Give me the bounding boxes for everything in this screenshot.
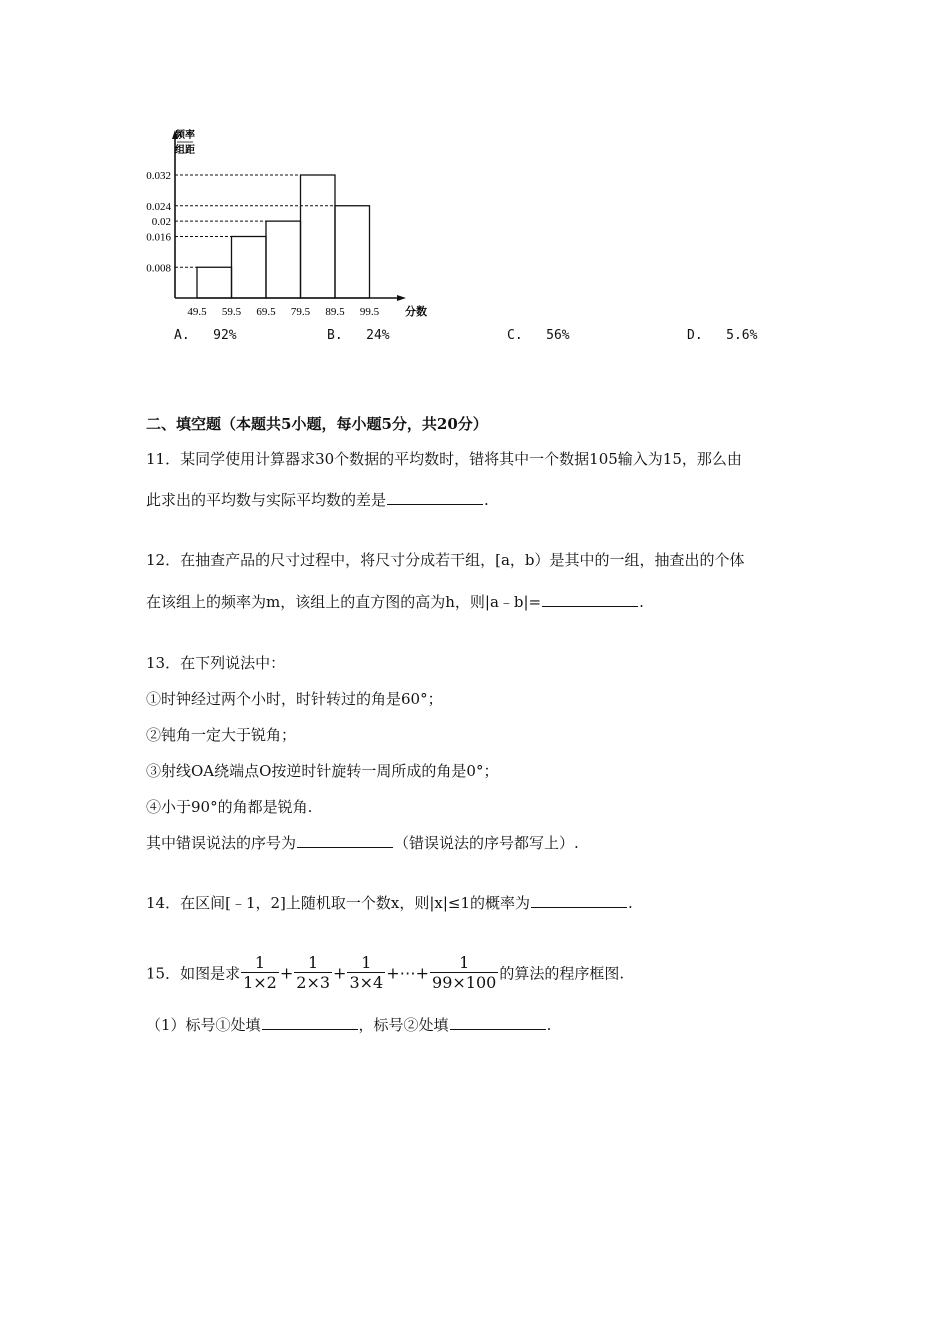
q15-sub-mid: ，标号②处填 bbox=[358, 1016, 449, 1034]
fraction-3 bbox=[347, 954, 385, 993]
q15-post: 的算法的程序框图. bbox=[499, 964, 625, 983]
q14-answer-blank[interactable] bbox=[531, 893, 627, 908]
y-tick-label-4: 0.016 bbox=[146, 231, 171, 244]
plus-1: + bbox=[279, 963, 294, 983]
x-tick-label-2: 59.5 bbox=[221, 306, 242, 318]
y-tick-label-1: 0.032 bbox=[146, 170, 171, 182]
choice-b-text: 24% bbox=[366, 328, 390, 343]
q11-end: . bbox=[484, 491, 489, 509]
fraction-2-num: 1 bbox=[294, 954, 332, 973]
q13-ask-post: （错误说法的序号都写上）. bbox=[394, 834, 579, 852]
histogram-bar-1 bbox=[197, 267, 232, 298]
choice-a-letter: A. bbox=[174, 328, 190, 343]
fraction-2 bbox=[294, 954, 332, 993]
q13-item-4: ④小于90°的角都是锐角. bbox=[146, 798, 313, 816]
fraction-4 bbox=[430, 954, 498, 993]
choice-d-letter: D. bbox=[687, 328, 703, 343]
q13-item-2: ②钝角一定大于锐角； bbox=[146, 726, 297, 744]
x-tick-label-4: 79.5 bbox=[290, 306, 311, 318]
choice-c-letter: C. bbox=[507, 328, 523, 343]
x-axis-arrow bbox=[397, 295, 406, 301]
histogram-axes bbox=[172, 130, 406, 301]
q11-line1: 11．某同学使用计算器求30个数据的平均数时，错将其中一个数据105输入为15，那么由 bbox=[146, 450, 742, 468]
q12-line2 bbox=[146, 592, 644, 612]
x-tick-label-3: 69.5 bbox=[256, 306, 276, 318]
choice-b-letter: B. bbox=[327, 328, 343, 343]
q11-line2 bbox=[146, 490, 489, 510]
q15-blank-1[interactable] bbox=[262, 1015, 358, 1030]
histogram-guides bbox=[175, 175, 335, 267]
q15-pre: 15．如图是求 bbox=[146, 964, 241, 983]
ellipsis-operator: +⋯+ bbox=[386, 963, 430, 983]
histogram-bar-2 bbox=[232, 237, 267, 299]
x-tick-label-6: 99.5 bbox=[359, 306, 380, 318]
q15-sub-end: . bbox=[546, 1016, 552, 1034]
choice-a bbox=[174, 328, 237, 343]
choice-b bbox=[327, 328, 390, 343]
fraction-2-den: 2×3 bbox=[296, 973, 331, 992]
q14-end: . bbox=[628, 894, 633, 912]
q11-answer-blank[interactable] bbox=[387, 490, 483, 505]
y-tick-label-3: 0.02 bbox=[151, 216, 171, 229]
q14-line bbox=[146, 893, 633, 913]
fraction-4-den: 99×100 bbox=[432, 973, 497, 992]
q13-ask bbox=[146, 833, 579, 853]
fraction-1-den: 1×2 bbox=[243, 973, 277, 992]
q15-blank-2[interactable] bbox=[450, 1015, 546, 1030]
histogram-bar-5 bbox=[335, 206, 370, 298]
x-tick-labels bbox=[187, 306, 379, 318]
q12-text: 在该组上的频率为m，该组上的直方图的高为h，则|a﹣b|= bbox=[146, 593, 542, 611]
x-axis-label: 分数 bbox=[405, 306, 427, 318]
x-tick-label-1: 49.5 bbox=[187, 306, 207, 318]
q15-sub1 bbox=[146, 1015, 551, 1035]
fraction-1 bbox=[241, 954, 279, 993]
q13-item-1: ①时钟经过两个小时，时针转过的角是60°； bbox=[146, 690, 443, 708]
choice-d-text: 5.6% bbox=[726, 328, 758, 343]
y-label-top: 频率 bbox=[175, 130, 195, 141]
fraction-3-den: 3×4 bbox=[349, 973, 384, 992]
y-tick-labels bbox=[146, 170, 171, 274]
fraction-4-num: 1 bbox=[430, 954, 498, 973]
y-tick-label-5: 0.008 bbox=[146, 262, 171, 275]
q13-answer-blank[interactable] bbox=[297, 833, 393, 848]
choice-c-text: 56% bbox=[546, 328, 570, 343]
q12-line1: 12．在抽查产品的尺寸过程中，将尺寸分成若干组，[a，b）是其中的一组，抽查出的个体 bbox=[146, 551, 745, 569]
y-tick-label-2: 0.024 bbox=[146, 200, 171, 213]
q12-answer-blank[interactable] bbox=[542, 592, 638, 607]
q13-ask-pre: 其中错误说法的序号为 bbox=[146, 834, 297, 852]
q11-text: 此求出的平均数与实际平均数的差是 bbox=[146, 491, 387, 509]
fraction-3-num: 1 bbox=[347, 954, 385, 973]
choice-c bbox=[507, 328, 570, 343]
q15-sub-pre: （1）标号①处填 bbox=[146, 1016, 261, 1034]
histogram-bar-4 bbox=[301, 175, 336, 298]
q12-end: . bbox=[639, 593, 644, 611]
q14-text: 14．在区间[﹣1，2]上随机取一个数x，则|x|≤1的概率为 bbox=[146, 894, 531, 912]
section-heading: 二、填空题（本题共5小题，每小题5分，共20分） bbox=[146, 415, 488, 433]
plus-2: + bbox=[333, 963, 347, 983]
q13-intro: 13．在下列说法中： bbox=[146, 654, 286, 672]
q15-line bbox=[146, 954, 624, 993]
q13-item-3: ③射线OA绕端点O按逆时针旋转一周所成的角是0°； bbox=[146, 762, 499, 780]
choice-d bbox=[687, 328, 757, 343]
choice-a-text: 92% bbox=[213, 328, 237, 343]
frequency-histogram bbox=[130, 120, 450, 325]
x-tick-label-5: 89.5 bbox=[325, 306, 345, 318]
fraction-1-num: 1 bbox=[241, 954, 279, 973]
histogram-bar-3 bbox=[266, 221, 301, 298]
y-label-bottom: 组距 bbox=[175, 145, 195, 156]
